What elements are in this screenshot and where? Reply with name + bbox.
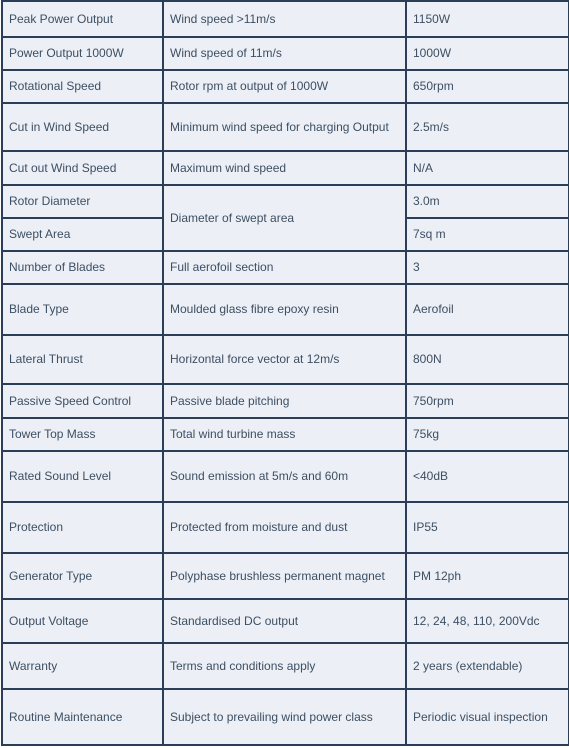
spec-label: Blade Type	[2, 284, 163, 335]
spec-value: Periodic visual inspection	[406, 689, 569, 745]
table-row	[2, 384, 569, 418]
spec-value: N/A	[406, 151, 569, 185]
spec-label: Number of Blades	[2, 251, 163, 284]
table-row	[2, 284, 569, 335]
spec-value: PM 12ph	[406, 553, 569, 599]
spec-description: Terms and conditions apply	[163, 643, 406, 689]
spec-value: IP55	[406, 502, 569, 553]
spec-description: Moulded glass fibre epoxy resin	[163, 284, 406, 335]
spec-label: Peak Power Output	[2, 1, 163, 37]
spec-label: Output Voltage	[2, 599, 163, 643]
spec-value: 12, 24, 48, 110, 200Vdc	[406, 599, 569, 643]
spec-label: Cut in Wind Speed	[2, 103, 163, 151]
spec-value: Aerofoil	[406, 284, 569, 335]
spec-value: 750rpm	[406, 384, 569, 418]
table-row	[2, 251, 569, 284]
table-row	[2, 451, 569, 502]
spec-value: 2 years (extendable)	[406, 643, 569, 689]
spec-description: Rotor rpm at output of 1000W	[163, 70, 406, 103]
spec-description: Diameter of swept area	[163, 185, 406, 251]
specifications-table	[1, 0, 569, 746]
spec-value: 2.5m/s	[406, 103, 569, 151]
table-row	[2, 689, 569, 745]
spec-label: Generator Type	[2, 553, 163, 599]
spec-label: Rotational Speed	[2, 70, 163, 103]
table-row	[2, 418, 569, 451]
spec-label: Routine Maintenance	[2, 689, 163, 745]
spec-description: Standardised DC output	[163, 599, 406, 643]
table-row	[2, 37, 569, 70]
table-row	[2, 553, 569, 599]
spec-description: Wind speed >11m/s	[163, 1, 406, 37]
table-row	[2, 643, 569, 689]
spec-value: 650rpm	[406, 70, 569, 103]
spec-label: Swept Area	[2, 218, 163, 251]
spec-value: 75kg	[406, 418, 569, 451]
spec-label: Tower Top Mass	[2, 418, 163, 451]
table-row	[2, 599, 569, 643]
spec-description: Wind speed of 11m/s	[163, 37, 406, 70]
table-row	[2, 502, 569, 553]
spec-label: Lateral Thrust	[2, 335, 163, 384]
spec-description: Protected from moisture and dust	[163, 502, 406, 553]
spec-description: Maximum wind speed	[163, 151, 406, 185]
spec-description: Passive blade pitching	[163, 384, 406, 418]
table-row	[2, 335, 569, 384]
table-row	[2, 185, 569, 218]
spec-description: Full aerofoil section	[163, 251, 406, 284]
spec-label: Passive Speed Control	[2, 384, 163, 418]
spec-value: 1000W	[406, 37, 569, 70]
spec-description: Polyphase brushless permanent magnet	[163, 553, 406, 599]
spec-description: Total wind turbine mass	[163, 418, 406, 451]
table-row	[2, 103, 569, 151]
spec-value: 3	[406, 251, 569, 284]
spec-description: Subject to prevailing wind power class	[163, 689, 406, 745]
spec-value: 7sq m	[406, 218, 569, 251]
table-row	[2, 1, 569, 37]
spec-description: Sound emission at 5m/s and 60m	[163, 451, 406, 502]
spec-description: Minimum wind speed for charging Output	[163, 103, 406, 151]
spec-label: Rotor Diameter	[2, 185, 163, 218]
spec-value: 3.0m	[406, 185, 569, 218]
spec-value: 1150W	[406, 1, 569, 37]
spec-value: 800N	[406, 335, 569, 384]
spec-label: Power Output 1000W	[2, 37, 163, 70]
table-row	[2, 70, 569, 103]
spec-description: Horizontal force vector at 12m/s	[163, 335, 406, 384]
spec-label: Protection	[2, 502, 163, 553]
spec-label: Cut out Wind Speed	[2, 151, 163, 185]
spec-label: Warranty	[2, 643, 163, 689]
spec-label: Rated Sound Level	[2, 451, 163, 502]
spec-value: <40dB	[406, 451, 569, 502]
table-row	[2, 151, 569, 185]
